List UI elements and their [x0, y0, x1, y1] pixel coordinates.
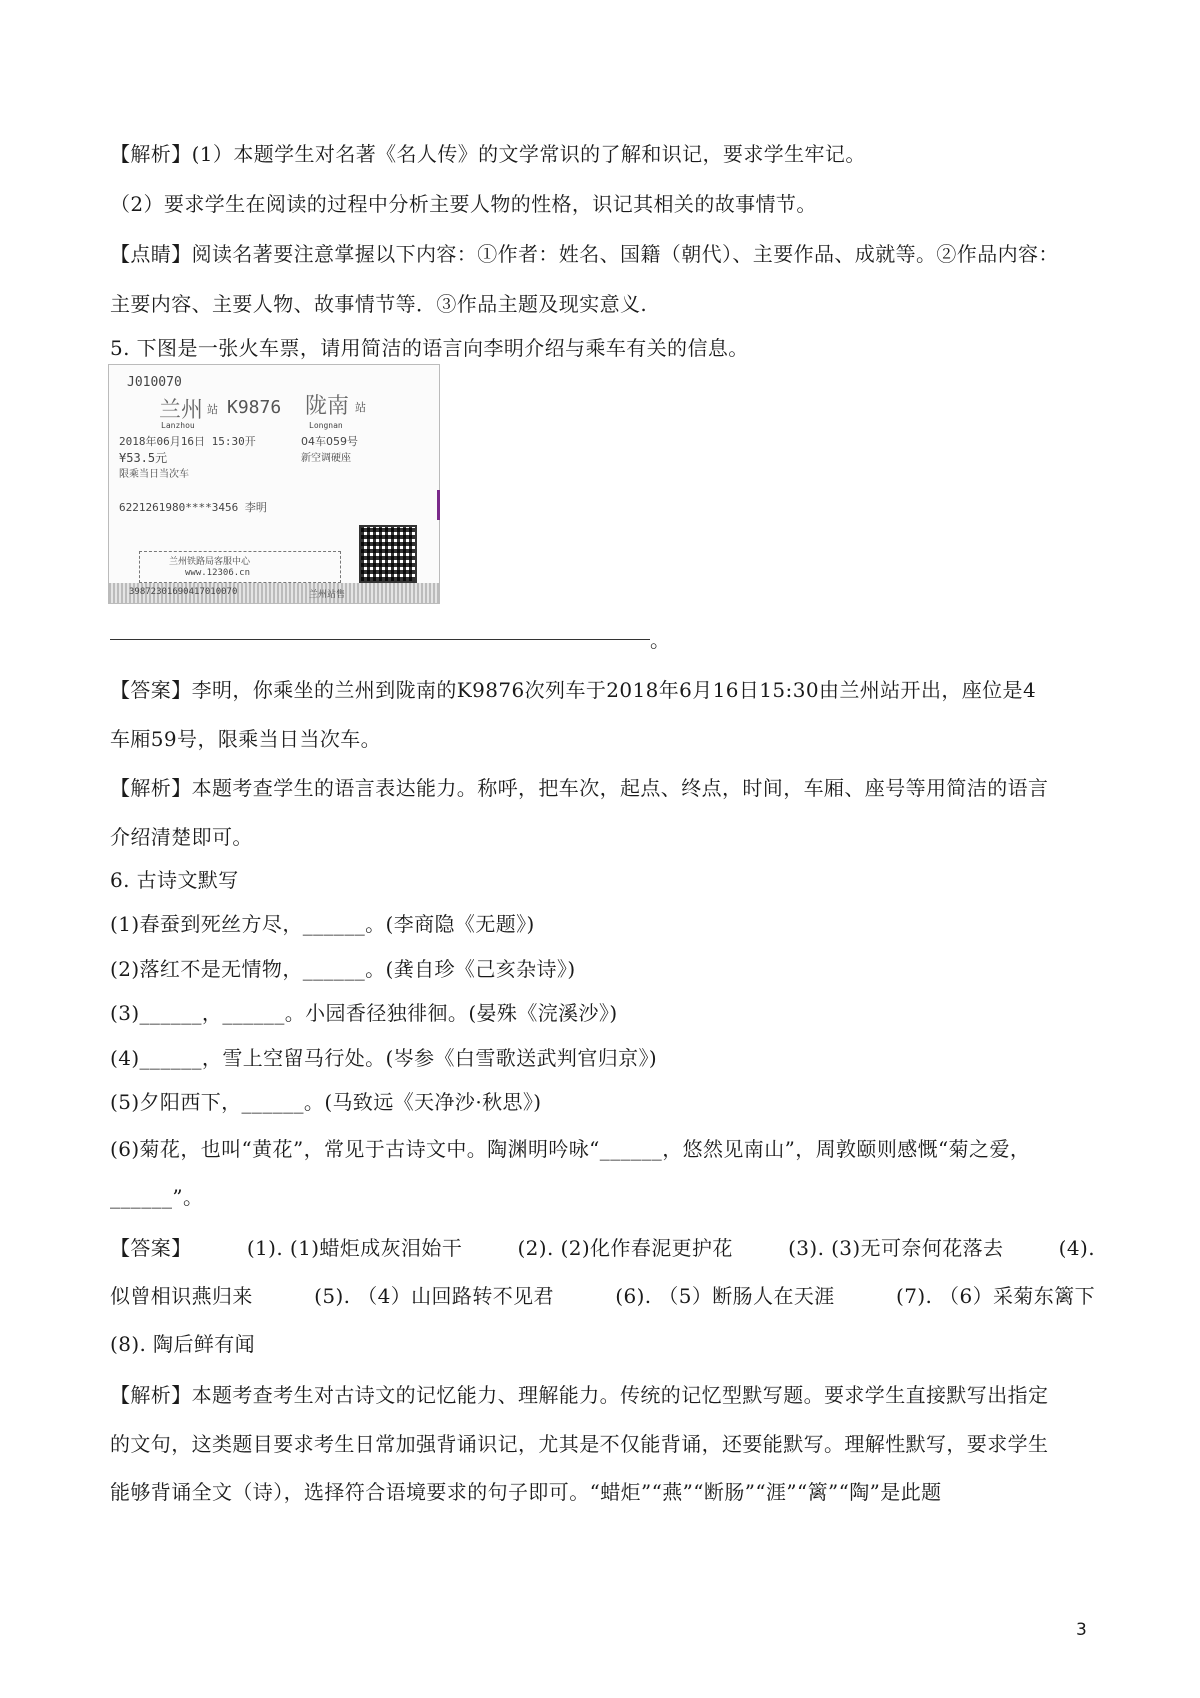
poem-answer-7: (7). （6）采菊东篱下: [896, 1284, 1095, 1308]
ticket-from-pinyin: Lanzhou: [161, 421, 195, 430]
qr-code: [359, 525, 417, 583]
train-ticket-image: [108, 364, 440, 604]
ticket-to-pinyin: Longnan: [309, 421, 343, 430]
analysis-line-2: （2）要求学生在阅读的过程中分析主要人物的性格，识记其相关的故事情节。: [110, 192, 817, 216]
poem-item-4: (4)______，雪上空留马行处。(岑参《白雪歌送武判官归京》): [110, 1046, 658, 1070]
poem-answer-3: (3). (3)无可奈何花落去: [788, 1236, 1004, 1260]
poem-answer-5: (5). （4）山回路转不见君: [314, 1284, 554, 1308]
ticket-serial: 39872301690417010070: [129, 587, 238, 597]
poem-item-6: (6)菊花，也叫“黄花”，常见于古诗文中。陶渊明吟咏“______，悠然见南山”，周敦颐则感慨“菊之爱，: [110, 1137, 1031, 1161]
answer-blank-line: [110, 639, 650, 640]
analysis-q6-line-1: 【解析】本题考查考生对古诗文的记忆能力、理解能力。传统的记忆型默写题。要求学生直接默写出指定: [110, 1383, 1049, 1407]
poem-answer-1: (1). (1)蜡炬成灰泪始干: [246, 1236, 463, 1260]
ticket-price: ¥53.5元: [119, 451, 168, 465]
poem-item-2: (2)落红不是无情物，______。(龚自珍《己亥杂诗》): [110, 957, 576, 981]
tip-line-2: 主要内容、主要人物、故事情节等．③作品主题及现实意义.: [110, 292, 648, 316]
poem-answer-row-1: [110, 1234, 1095, 1262]
ticket-from-suffix: 站: [207, 403, 218, 416]
question-5: 5. 下图是一张火车票，请用简洁的语言向李明介绍与乘车有关的信息。: [110, 336, 749, 360]
page-number: 3: [1076, 1620, 1087, 1640]
poem-answer-4: 似曾相识燕归来: [110, 1284, 253, 1308]
ticket-datetime: 2018年06月16日 15:30开: [119, 435, 256, 448]
question-6: 6. 古诗文默写: [110, 868, 239, 892]
analysis-q5-line-2: 介绍清楚即可。: [110, 825, 253, 849]
ticket-notice: 兰州铁路局客服中心: [169, 557, 251, 567]
poem-answer-2: (2). (2)化作春泥更护花: [517, 1236, 733, 1260]
ticket-to: 陇南: [305, 394, 350, 419]
ticket-edge-mark: [437, 490, 440, 520]
poem-item-1: (1)春蚕到死丝方尽，______。(李商隐《无题》): [110, 912, 535, 936]
ticket-id-name: 6221261980****3456 李明: [119, 501, 267, 514]
answer-line-2: 车厢59号，限乘当日当次车。: [110, 727, 382, 751]
poem-answer-6: (6). （5）断肠人在天涯: [615, 1284, 835, 1308]
ticket-to-suffix: 站: [355, 401, 366, 414]
answer-line-1: 【答案】李明，你乘坐的兰州到陇南的K9876次列车于2018年6月16日15:30由兰州站开出，座位是4: [110, 678, 1037, 702]
ticket-url: www.12306.cn: [185, 568, 251, 578]
poem-item-3: (3)______，______。小园香径独徘徊。(晏殊《浣溪沙》): [110, 1001, 618, 1025]
ticket-seat-type: 新空调硬座: [301, 453, 351, 464]
poem-answer-8: (8). 陶后鲜有闻: [110, 1332, 256, 1356]
ticket-station-sale: 兰州站售: [309, 590, 346, 600]
analysis-line-1: 【解析】(1）本题学生对名著《名人传》的文学常识的了解和识记，要求学生牢记。: [110, 142, 866, 166]
ticket-seat: 04车059号: [301, 435, 358, 448]
tip-line-1: 【点睛】阅读名著要注意掌握以下内容：①作者：姓名、国籍（朝代）、主要作品、成就等。②作品内容：: [110, 242, 1059, 266]
answer-blank-period: 。: [650, 628, 671, 652]
answer-label: 【答案】: [110, 1236, 192, 1260]
poem-item-5: (5)夕阳西下，______。(马致远《天净沙·秋思》): [110, 1090, 542, 1114]
poem-item-6-cont: ______”。: [110, 1185, 204, 1209]
ticket-code: J010070: [127, 375, 182, 390]
analysis-q6-line-2: 的文句，这类题目要求考生日常加强背诵识记，尤其是不仅能背诵，还要能默写。理解性默写，要求学生: [110, 1432, 1049, 1456]
ticket-limit: 限乘当日当次车: [119, 469, 189, 480]
ticket-train: K9876: [227, 397, 282, 418]
poem-answer-4-num: (4).: [1058, 1236, 1095, 1260]
analysis-q5-line-1: 【解析】本题考查学生的语言表达能力。称呼，把车次，起点、终点，时间，车厢、座号等用简洁的语言: [110, 776, 1049, 800]
analysis-q6-line-3: 能够背诵全文（诗），选择符合语境要求的句子即可。“蜡炬”“燕”“断肠”“涯”“篱”“陶”是此题: [110, 1480, 942, 1504]
poem-answer-row-2: [110, 1282, 1095, 1310]
ticket-from: 兰州: [159, 398, 204, 423]
